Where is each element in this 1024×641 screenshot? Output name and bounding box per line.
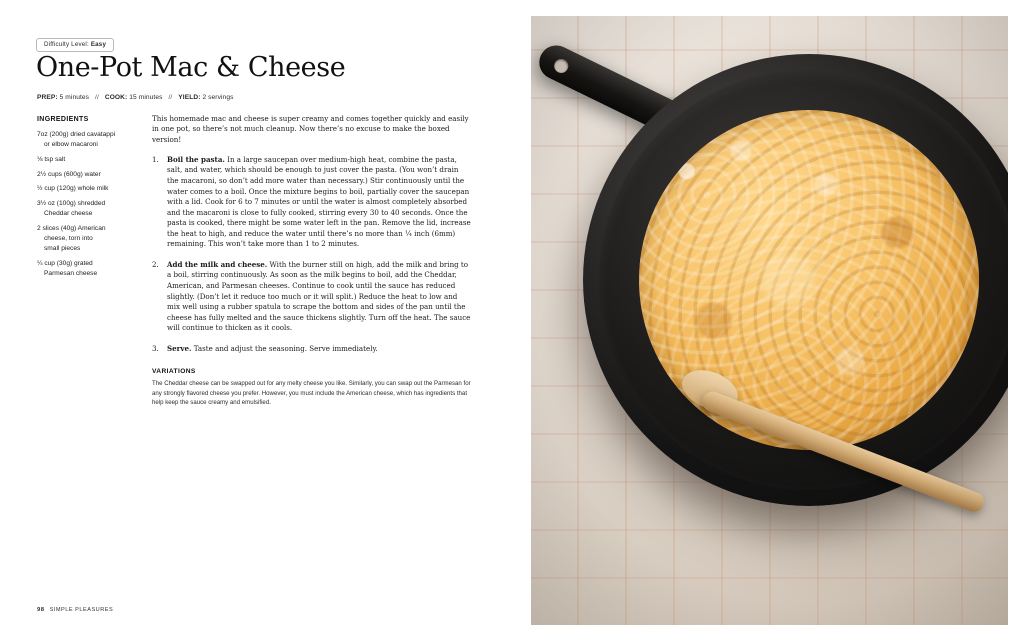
variations-heading: VARIATIONS [152,368,196,376]
list-item [37,259,135,279]
step-item [152,155,472,250]
list-item [37,224,135,255]
difficulty-label: Difficulty Level: [44,41,89,48]
step-text: In a large saucepan over medium-high heat, combine the pasta, salt, and water, which should be enough to just cover the pasta. (You won’t drain the macaroni, so don’t add more water than necessary.) Stir continuously until the water comes to a boil. Once the mixture begins to boil, partially cover the saucepan with a lid. Cook for 6 to 7 minutes or until the water is almost completely absorbed and the macaroni is close to fully cooked, stirring every 30 to 40 seconds. Once the pasta is cooked, there might be some water left in the pan. Remove the lid, increase the heat to high, and reduce the water until there’s no more than ¼ inch (6mm) remaining. This won’t take more than 1 to 2 minutes. [167,154,471,249]
meta-separator-2: // [168,94,173,101]
ingredient-line: 2 slices (40g) American [37,225,106,233]
step-title: Boil the pasta. [167,154,225,164]
prep-value: 5 minutes [59,94,90,101]
step-number: 3. [152,343,159,353]
cook-label: COOK: [104,94,128,101]
ingredient-line: small pieces [44,245,81,253]
handle-hole [552,57,571,76]
step-number: 1. [152,154,159,164]
step-number: 2. [152,259,159,269]
step-item [152,260,472,334]
footer-page-number: 98 [37,607,45,613]
recipe-body [152,114,472,407]
ingredient-line: ⅛ tsp salt [37,155,66,163]
cook-value: 15 minutes [129,94,163,101]
ingredients-list [37,130,135,280]
ingredient-line: Cheddar cheese [44,210,93,218]
page-title: One-Pot Mac & Cheese [36,52,346,83]
prep-label: PREP: [37,94,58,101]
yield-label: YIELD: [178,94,201,101]
yield-value: 2 servings [202,94,234,101]
recipe-photo [531,16,1008,625]
ingredient-line: or elbow macaroni [44,141,98,149]
list-item [37,170,135,180]
step-text: Taste and adjust the seasoning. Serve immediately. [191,343,378,353]
difficulty-value: Easy [90,41,107,48]
footer-book-title: SIMPLE PLEASURES [49,607,114,613]
step-item [152,344,472,355]
step-title: Serve. [167,343,192,353]
difficulty-badge [36,38,114,52]
ingredient-line: ¼ cup (30g) grated [37,260,93,268]
list-item [37,199,135,219]
ingredient-line: 3½ oz (100g) shredded [37,200,106,208]
recipe-meta [37,94,234,101]
step-title: Add the milk and cheese. [167,259,268,269]
ingredients-heading: INGREDIENTS [37,116,89,123]
ingredient-line: cheese, torn into [44,235,93,243]
step-text: With the burner still on high, add the milk and bring to a boil, stirring continuously. As soon as the milk begins to boil, add the Cheddar, American, and Parmesan cheeses. Continue to cook until the sauce has reduced slightly. (Don’t let it reduce too much or it will split.) Reduce the heat to low and mix well using a rubber spatula to scrape the bottom and sides of the pan until the cheese has fully melted and the sauce thickens slightly. Turn off the heat. The sauce will continue to thicken as it cools. [167,259,471,333]
ingredients-section [37,116,135,284]
list-item [37,155,135,165]
variations-text: The Cheddar cheese can be swapped out for any melty cheese you like. Similarly, you can swap out the Parmesan for any strongly flavored cheese you prefer. However, you must include the American cheese, which has ingredients that help keep the sauce creamy and emulsified. [152,380,471,406]
recipe-intro: This homemade mac and cheese is super creamy and comes together quickly and easily in one pot, so there’s not much cleanup. Now there’s no excuse to make the boxed version! [152,114,469,144]
list-item [37,184,135,194]
ingredient-line: ½ cup (120g) whole milk [37,185,109,193]
ingredient-line: 2½ cups (600g) water [37,170,101,178]
list-item [37,130,135,150]
ingredient-line: 7oz (200g) dried cavatappi [37,131,116,138]
page-footer [37,607,113,613]
ingredient-line: Parmesan cheese [44,270,98,278]
recipe-steps [152,155,472,355]
variations-section [152,368,472,406]
meta-separator-1: // [95,94,99,101]
